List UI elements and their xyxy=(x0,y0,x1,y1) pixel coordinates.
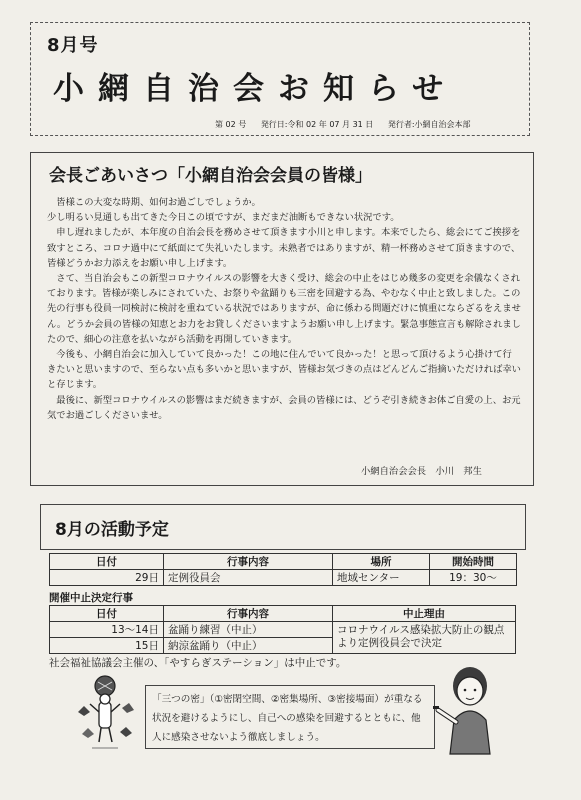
cancelled-heading: 開催中止決定行事 xyxy=(49,592,133,604)
issue-date: 発行日:令和 02 年 07 月 31 日 xyxy=(260,120,374,129)
column-header: 日付 xyxy=(50,606,164,622)
cancelled-date: 15日 xyxy=(50,638,164,654)
column-header: 場所 xyxy=(333,554,430,570)
column-header: 開始時間 xyxy=(430,554,517,570)
greeting-paragraph: 最後に、新型コロナウイルスの影響はまだ続きますが、会員の皆様には、どうぞ引き続きお体ご自愛の上、お元気でお過ごしくださいませ。 xyxy=(47,394,521,421)
column-header: 日付 xyxy=(50,554,164,570)
table-header-row xyxy=(50,554,517,570)
column-header: 行事内容 xyxy=(164,606,333,622)
event-time: 19：30～ xyxy=(430,570,517,586)
table-row xyxy=(50,570,517,586)
event-place: 地域センター xyxy=(333,570,430,586)
schedule-title: 8月の活動予定 xyxy=(55,520,169,540)
schedule-title-box xyxy=(40,504,526,550)
cancelled-date: 13～14日 xyxy=(50,622,164,638)
greeting-paragraph: 皆様この大変な時期、如何お過ごしでしょうか。 xyxy=(56,197,261,208)
festival-illustration xyxy=(72,672,138,752)
table-row xyxy=(50,622,516,638)
table-header-row xyxy=(50,606,516,622)
greeting-paragraph: 少し明るい見通しも出てきた今日この頃ですが、まだまだ油断もできない状況です。 xyxy=(47,212,400,224)
event-date: 29日 xyxy=(50,570,164,586)
greeting-paragraph: 申し遅れましたが、本年度の自治会長を務めさせて頂きます小川と申します。本来でしたら、総会にてご挨拶を致すところ、コロナ過中にて紙面にて失礼いたします。未熟者ではありますが、精一杯務めさせて頂きますので、皆様どうかお力添えをお願い申し上げます。 xyxy=(47,227,521,269)
publication-info xyxy=(215,119,483,130)
signature: 小網自治会会長 小川 邦生 xyxy=(361,466,482,477)
cancelled-event: 納涼盆踊り（中止） xyxy=(164,638,333,654)
issue-number: 第 02 号 xyxy=(215,120,247,129)
greeting-paragraph: さて、当自治会もこの新型コロナウイルスの影響を大きく受け、総会の中止をはじめ幾多の変更を余儀なくされております。皆様が楽しみにされていた、お祭りや盆踊りも三密を回避する為、やむなく中止と致しました。この先の行事も役員一同検討に検討を重ねている状況ではありますが、命に係わる問題だけに慎重にならざるをえません。どうか会員の皆様の知恵とお力をお貸しくださいますようお願い申し上げます。緊急事態宣言も解除されましたので、細心の注意を払いながら活動を再開していきます。 xyxy=(47,273,521,345)
newsletter-header xyxy=(30,22,530,136)
publisher: 発行者:小網自治会本部 xyxy=(387,120,471,129)
cancelled-table xyxy=(49,605,516,654)
three-cs-notice xyxy=(145,685,435,749)
cancelled-event: 盆踊り練習（中止） xyxy=(164,622,333,638)
event-name: 定例役員会 xyxy=(164,570,333,586)
pointing-person-illustration xyxy=(432,664,502,756)
newsletter-title: 小網自治会お知らせ xyxy=(53,71,458,107)
social-welfare-note: 社会福祉協議会主催の、「やすらぎステーション」は中止です。 xyxy=(49,657,347,669)
greeting-title: 会長ごあいさつ「小網自治会会員の皆様」 xyxy=(49,166,372,186)
issue-label: 8月号 xyxy=(47,35,99,56)
cancel-reason: コロナウイルス感染拡大防止の観点より定例役員会で決定 xyxy=(333,622,516,654)
column-header: 行事内容 xyxy=(164,554,333,570)
events-table xyxy=(49,553,517,586)
notice-text: 「三つの密」（①密閉空間、②密集場所、③密接場面）が重なる状況を避けるようにし、自己への感染を回避するとともに、他人に感染させないよう徹底しましょう。 xyxy=(152,694,423,743)
greeting-body xyxy=(47,195,521,423)
greeting-section xyxy=(30,152,534,486)
greeting-paragraph: 今後も、小網自治会に加入していて良かった！この地に住んでいて良かった！と思って頂けるよう心掛けて行きたいと思いますので、至らない点も多いかと思いますが、皆様お気づきの点はどんどんご指摘いただければ幸いと存じます。 xyxy=(47,349,521,391)
column-header: 中止理由 xyxy=(333,606,516,622)
